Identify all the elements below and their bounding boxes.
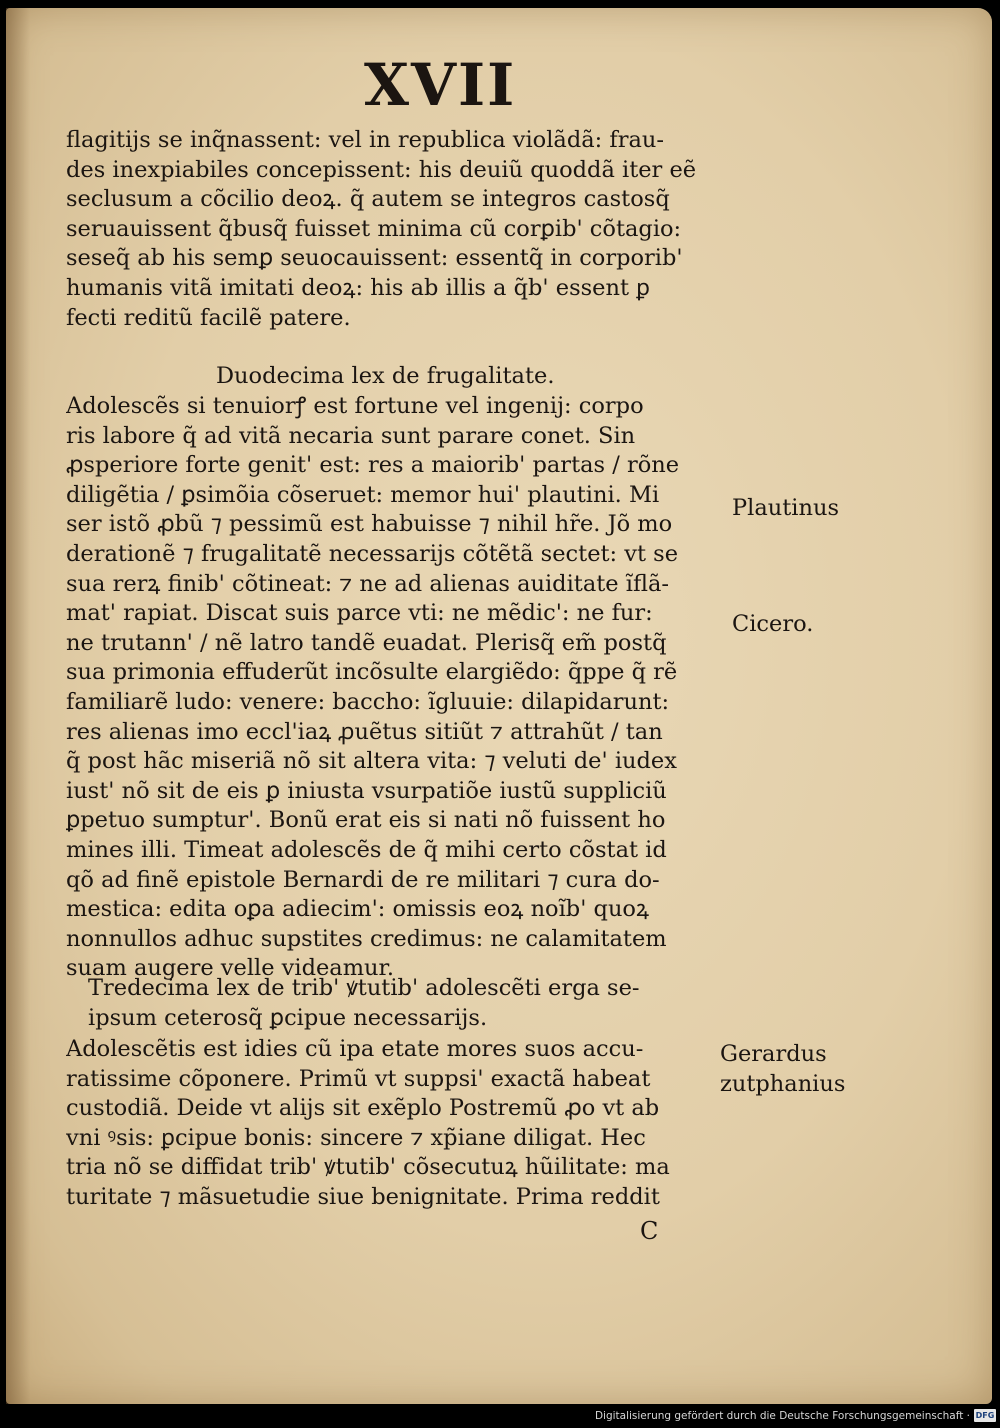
digitization-credit: Digitalisierung gefördert durch die Deutsche Forschungsgemeinschaft · (594, 1410, 970, 1422)
text-line: ris labore q̃ ad vitã necaria sunt parare conet. Sin (66, 422, 636, 449)
text-line: qõ ad finẽ epistole Bernardi de re militari ⁊ cura do- (66, 866, 660, 893)
text-line: fecti reditũ facilẽ patere. (66, 304, 351, 331)
text-line: seruauissent q̃busq̃ fuisset minima cũ corꝑib' cõtagio: (66, 215, 682, 242)
section-heading-13 (88, 974, 728, 1033)
text-line: seclusum a cõcilio deoꝝ. q̃ autem se integros castosq̃ (66, 186, 670, 213)
folio-number: XVII (364, 51, 517, 119)
text-line: vni ꝰsis: ꝑcipue bonis: sincere ⁊ xp̃iane diligat. Hec (66, 1124, 646, 1151)
text-line: ne trutann' / nẽ latro tandẽ euadat. Plerisq̃ em̃ postq̃ (66, 629, 667, 656)
dfg-logo-icon: DFG (975, 1411, 995, 1420)
text-line: mat' rapiat. Discat suis parce vti: ne mẽdic': ne fur: (66, 600, 653, 627)
text-line: flagitijs se inq̃nassent: vel in republica violãdã: frau- (66, 127, 664, 153)
text-line: familiarẽ ludo: venere: baccho: ĩgluuie: dilapidarunt: (66, 688, 670, 715)
text-line: ꝑpetuo sumptur'. Bonũ erat eis si nati nõ fuissent ho (66, 807, 666, 834)
text-line: ꝓsperiore forte genit' est: res a maiorib' partas / rõne (66, 452, 680, 479)
text-line: derationẽ ⁊ frugalitatẽ necessarijs cõtẽtã sectet: vt se (66, 540, 679, 567)
heading-line: Tredecima lex de trib' ꝟtutib' adolescẽti erga se- (88, 975, 640, 1001)
paragraph-2 (66, 392, 726, 984)
margin-note-cicero: Cicero. (732, 611, 814, 637)
text-line: mestica: edita oꝑa adiecim': omissis eoꝝ noĩb' quoꝝ (66, 896, 649, 923)
text-line: humanis vitã imitati deoꝝ: his ab illis a q̃b' essent ꝑ (66, 274, 651, 301)
text-line: mines illi. Timeat adolescẽs de q̃ mihi certo cõstat id (66, 836, 667, 863)
text-line: des inexpiabiles concepissent: his deuiũ quoddã iter eẽ (66, 156, 697, 183)
margin-note-plautinus: Plautinus (732, 495, 840, 521)
text-line: q̃ post hãc miseriã nõ sit altera vita: ⁊ veluti de' iudex (66, 748, 677, 775)
paragraph-3 (66, 1035, 726, 1213)
text-line: ratissime cõponere. Primũ vt suppsi' exactã habeat (66, 1065, 651, 1092)
text-line: diligẽtia / ꝑsimõia cõseruet: memor hui' plautini. Mi (66, 481, 660, 508)
margin-note-gerardus (720, 1040, 845, 1099)
text-line: tria nõ se diffidat trib' ꝟtutib' cõsecutuꝝ hũilitate: ma (66, 1154, 670, 1181)
text-line: iust' nõ sit de eis ꝑ iniusta vsurpatiõe iustũ suppliciũ (66, 777, 667, 804)
text-line: res alienas imo eccl'iaꝝ ꝓuẽtus sitiũt ⁊ attrahũt / tan (66, 718, 663, 745)
text-line: nonnullos adhuc supstites credimus: ne calamitatem (66, 925, 667, 952)
paragraph-1 (66, 126, 726, 333)
margin-note-line: zutphanius (720, 1070, 846, 1097)
signature-mark: C (640, 1217, 659, 1245)
heading-line: ipsum ceterosq̃ ꝑcipue necessarijs. (88, 1004, 488, 1031)
text-line: seseq̃ ab his semꝑ seuocauissent: essentq̃ in corporib' (66, 245, 683, 272)
text-line: Adolescẽtis est idies cũ ipa etate mores suos accu- (66, 1036, 644, 1062)
text-line: Adolescẽs si tenuiorꝭ est fortune vel ingenij: corpo (66, 393, 644, 419)
page-gutter-shadow (6, 8, 30, 1404)
section-heading-12: Duodecima lex de frugalitate. (216, 363, 555, 389)
margin-note-line: Gerardus (720, 1041, 827, 1067)
text-line: custodiã. Deide vt alijs sit exẽplo Postremũ ꝓo vt ab (66, 1095, 660, 1122)
text-line: sua primonia effuderũt incõsulte elargiẽdo: q̃ppe q̃ rẽ (66, 659, 678, 686)
text-line: suam augere velle videamur. (66, 955, 394, 982)
text-line: ser istõ ꝓbũ ⁊ pessimũ est habuisse ⁊ nihil hr̃e. Jõ mo (66, 511, 673, 538)
text-line: turitate ⁊ mãsuetudie siue benignitate. Prima reddit (66, 1183, 660, 1210)
text-line: sua rerꝝ finib' cõtineat: ⁊ ne ad alienas auiditate ĩflã- (66, 570, 669, 597)
